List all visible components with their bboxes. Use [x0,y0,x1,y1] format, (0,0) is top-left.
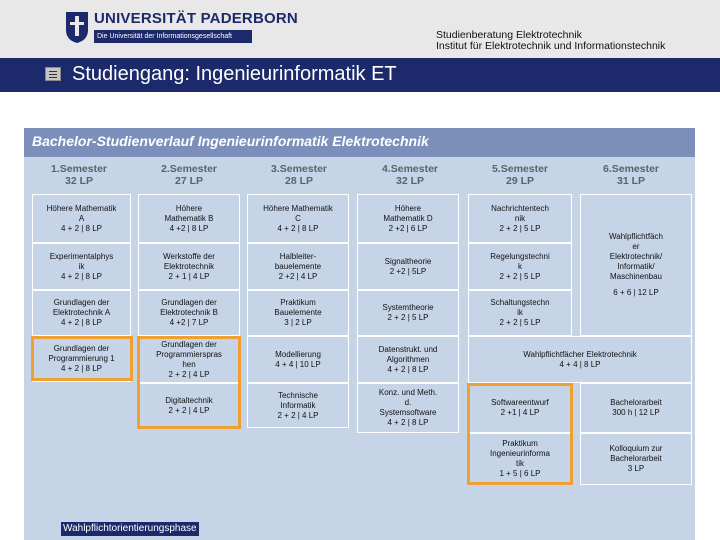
page-title: Studiengang: Ingenieurinformatik ET [72,63,397,85]
panel-title: Bachelor-Studienverlauf Ingenieurinformatik Elektrotechnik [32,133,429,149]
module-text: Grundlagen der [53,344,110,353]
module-text: Algorithmen [386,354,430,364]
semester-lp: 32 LP [64,175,93,187]
module-text: Systemtheorie [382,303,434,312]
module-text: Höhere [175,203,203,213]
module-text: Werkstoffe der [163,251,215,261]
module-text: nik [514,213,526,223]
module-text: Praktikum [280,298,316,307]
semester-header [34,163,124,187]
module-credits: 4 + 2 | 8 LP [61,364,102,373]
module-credits: 4 + 4 | 8 LP [559,359,601,369]
module-credits: 4 + 2 | 8 LP [387,418,429,427]
module-hoehere-mathematik-d [357,194,459,243]
module-text: er [632,242,640,251]
module-text: Systemsoftware [379,408,437,417]
department-line-1: Studienberatung Elektrotechnik [436,29,582,41]
module-text: bauelemente [274,261,322,271]
module-datenstrukturen-algorithmen [357,336,459,383]
semester-name: 1.Semester [50,163,108,175]
module-credits: 3 LP [627,464,645,473]
module-credits: 1 + 5 | 6 LP [499,469,541,478]
university-tagline: Die Universität der Informationsgesellschaft [94,30,252,43]
module-text: Experimentalphys [49,251,114,261]
module-bachelorarbeit [580,383,692,433]
module-regelungstechnik [468,243,572,290]
module-text: Bachelorarbeit [610,398,662,407]
module-credits: 3 | 2 LP [284,318,312,327]
module-experimentalphysik [32,243,131,290]
title-bar [0,58,720,92]
module-hoehere-mathematik-a [32,194,131,243]
module-text: Nachrichtentech [491,203,549,213]
module-nachrichtentechnik [468,194,572,243]
module-text: hen [182,359,196,369]
highlight-frame [137,336,241,429]
module-text: Regelungstechni [490,251,550,261]
semester-header [254,163,344,187]
list-icon [45,67,61,81]
module-text: Halbleiter- [279,251,317,261]
semester-name: 3.Semester [270,163,328,175]
semester-header [586,163,676,187]
semester-lp: 28 LP [284,175,313,187]
module-halbleiterbauelemente [247,243,349,290]
module-text: Digitaltechnik [165,395,213,405]
page-header [0,0,720,58]
module-credits: 6 + 6 | 12 LP [613,288,659,297]
department-info [436,30,665,52]
module-text: Konz. und Meth. [378,388,438,397]
module-credits: 4 +2 | 7 LP [169,318,209,327]
university-crest-icon [64,10,90,44]
module-text: Modellierung [275,349,321,359]
module-credits: 4 + 2 | 8 LP [61,318,102,327]
semester-name: 2.Semester [160,163,218,175]
module-text: Technische [277,390,319,400]
module-wahlpflicht-elektrotechnik [468,336,692,383]
module-credits: 2 + 2 | 4 LP [277,410,319,420]
module-text: Höhere Mathematik [263,203,333,213]
module-text: Schaltungstechn [490,298,550,307]
module-credits: 2 + 1 | 4 LP [168,271,210,281]
module-credits: 2 + 2 | 4 LP [168,369,210,379]
module-text: A [78,213,85,223]
module-credits: 4 + 2 | 8 LP [61,271,102,281]
module-text: Grundlagen der [53,298,110,307]
module-werkstoffe-elektrotechnik [138,243,240,290]
module-wahlpflichtfaecher-interdisziplinaer [580,194,692,336]
module-credits: 4 + 2 | 8 LP [61,223,102,233]
module-text: Bauelemente [274,308,322,317]
module-text: Grundlagen der [161,339,217,349]
highlight-frame [31,336,133,381]
department-line-2: Institut für Elektrotechnik und Informationstechnik [436,40,666,52]
module-text: Grundlagen der [161,298,217,307]
semester-header [144,163,234,187]
module-text: Elektrotechnik/ [609,252,663,261]
module-text: k [517,261,522,271]
module-text: ik [517,308,523,317]
module-text: Datenstrukt. und [378,344,438,354]
panel-header [24,128,695,157]
semester-name: 4.Semester [381,163,439,175]
semester-name: 6.Semester [602,163,660,175]
semester-lp: 32 LP [395,175,424,187]
highlight-frame [467,383,573,485]
footer-label: Wahlpflichtorientierungsphase [63,523,197,534]
module-text: Ingenieurinforma [489,449,551,458]
semester-lp: 27 LP [174,175,203,187]
module-systemsoftware [357,383,459,433]
module-hoehere-mathematik-b [138,194,240,243]
module-credits: 4 + 4 | 10 LP [275,359,321,369]
module-credits: 2 +1 | 4 LP [500,408,540,417]
module-credits: 4 + 2 | 8 LP [277,223,319,233]
module-text: Elektrotechnik [163,261,215,271]
module-text: Signaltheorie [384,256,432,266]
module-grundlagen-elektrotechnik-b [138,290,240,336]
module-text: Informatik [280,400,316,410]
module-text: C [295,213,301,223]
university-logo [64,8,298,52]
module-text: Kolloquium zur [609,444,663,453]
module-credits: 2 + 2 | 5 LP [387,313,429,322]
module-text: Softwareentwurf [491,398,549,407]
module-credits: 300 h | 12 LP [612,408,660,417]
module-text: Programmierspras [156,349,222,359]
module-grundlagen-elektrotechnik-a [32,290,131,336]
module-systemtheorie [357,290,459,336]
university-name: UNIVERSITÄT PADERBORN [94,10,298,27]
module-credits: 2 +2 | 6 LP [388,223,428,233]
module-text: Maschinenbau [609,272,663,281]
module-kolloquium [580,433,692,485]
module-schaltungstechnik [468,290,572,336]
semester-header [475,163,565,187]
module-text: Elektrotechnik A [52,308,111,317]
module-technische-informatik [247,383,349,428]
module-signaltheorie [357,243,459,290]
module-credits: 4 + 2 | 8 LP [387,364,429,374]
semester-lp: 31 LP [616,175,645,187]
module-text: Elektrotechnik B [160,308,218,317]
module-text: Informatik/ [617,262,655,271]
module-credits: 2 + 2 | 5 LP [499,223,541,233]
module-text: tik [515,459,524,468]
module-text: Höhere Mathematik [46,203,117,213]
module-text: ik [78,261,85,271]
module-text: Höhere [394,203,422,213]
module-praktikum-bauelemente [247,290,349,336]
module-text: Mathematik B [164,213,214,223]
module-credits: 2 + 2 | 5 LP [499,318,541,327]
module-credits: 2 +2 | 5LP [389,266,427,276]
module-text: Bachelorarbeit [610,454,662,463]
module-text: Mathematik D [383,213,433,223]
module-credits: 2 + 2 | 4 LP [168,405,210,415]
module-text: d. [404,398,412,407]
semester-lp: 29 LP [505,175,534,187]
module-credits: 4 +2 | 8 LP [169,223,209,233]
module-text: Wahlpflichtfäch [609,232,663,241]
semester-header [365,163,455,187]
semester-name: 5.Semester [491,163,549,175]
module-credits: 2 + 2 | 5 LP [499,271,541,281]
module-text: Praktikum [502,439,538,448]
module-modellierung [247,336,349,383]
module-text: Programmierung 1 [48,354,115,363]
module-hoehere-mathematik-c [247,194,349,243]
module-credits: 2 +2 | 4 LP [278,271,318,281]
module-text: Wahlpflichtfächer Elektrotechnik [523,349,637,359]
